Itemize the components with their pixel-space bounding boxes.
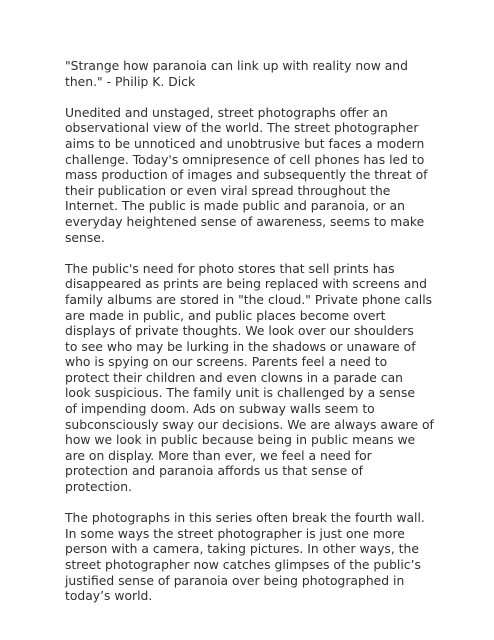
epigraph-quote: "Strange how paranoia can link up with reality now and then." - Philip K. Dick: [65, 59, 408, 89]
paragraph-intro: Unedited and unstaged, street photographs offer an observational view of the world. The street photographer aims to be unnoticed and unobtrusive but faces a modern challenge. Today's omnipresence of cell phones has led to mass production of images and subsequently the threat of their publication or even viral spread throughout the Internet. The public is made public and paranoia, or an everyday heightened sense of awareness, seems to make sense.: [65, 105, 428, 245]
paragraph-fourth-wall: The photographs in this series often break the fourth wall. In some ways the street photographer is just one more person with a camera, taking pictures. In other ways, the street photographer now catches glimpses of the public’s justified sense of paranoia over being photographed in today’s world.: [65, 511, 425, 604]
document-body: [65, 59, 437, 620]
paragraph-public-need: The public's need for photo stores that sell prints has disappeared as prints are being replaced with screens and family albums are stored in "the cloud." Private phone calls are made in public, and public places become overt displays of private thoughts. We look over our shoulders to see who may be lurking in the shadows or unaware of who is spying on our screens. Parents feel a need to protect their children and even clowns in a parade can look suspicious. The family unit is challenged by a sense of impending doom. Ads on subway walls seem to subconsciously sway our decisions. We are always aware of how we look in public because being in public means we are on display. More than ever, we feel a need for protection and paranoia affords us that sense of protection.: [65, 261, 434, 495]
